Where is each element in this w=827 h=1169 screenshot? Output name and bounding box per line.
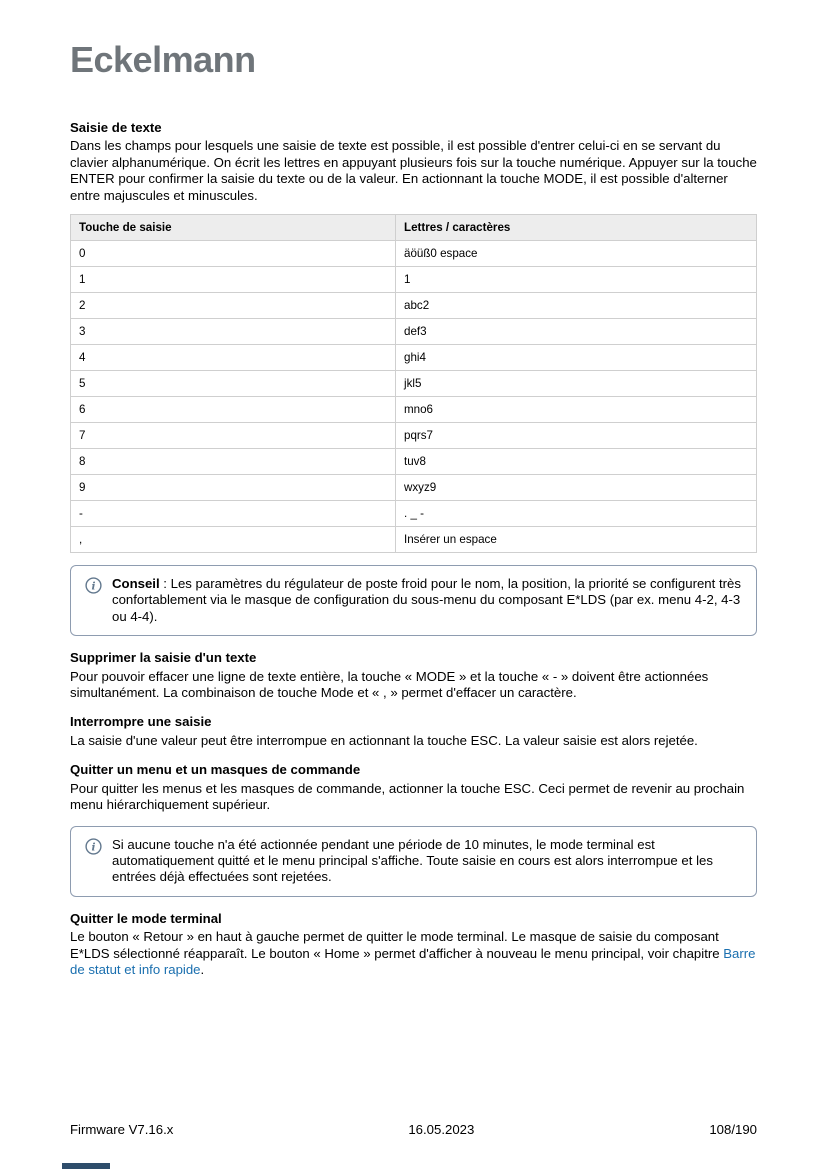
- table-row: [71, 371, 757, 397]
- table-cell-key: 0: [71, 241, 396, 267]
- table-cell-chars: abc2: [396, 293, 757, 319]
- table-cell-chars: tuv8: [396, 449, 757, 475]
- info-box-text: Si aucune touche n'a été actionnée pendant une période de 10 minutes, le mode terminal est automatiquement quitté et le menu principal s'affiche. Toute saisie en cours est alors interrompue et les entrées déjà effectuées sont rejetées.: [112, 836, 713, 885]
- table-cell-key: 1: [71, 267, 396, 293]
- table-cell-chars: Insérer un espace: [396, 527, 757, 553]
- eckelmann-logo: Eckelmann: [70, 39, 256, 80]
- table-row: [71, 293, 757, 319]
- info-box-body: : Les paramètres du régulateur de poste froid pour le nom, la position, la priorité se configurent très confortablement via le masque de configuration du sous-menu du composant E*LDS (par ex. menu 4-2, 4-3 ou 4-4).: [112, 576, 741, 624]
- footer-date: 16.05.2023: [408, 1122, 475, 1137]
- table-cell-chars: jkl5: [396, 371, 757, 397]
- table-cell-key: 6: [71, 397, 396, 423]
- paragraph-quitter-menu: Pour quitter les menus et les masques de commande, actionner la touche ESC. Ceci permet de revenir au prochain menu hiérarchiquement supérieur.: [70, 780, 745, 813]
- table-cell-key: ,: [71, 527, 396, 553]
- table-cell-key: 3: [71, 319, 396, 345]
- table-cell-chars: wxyz9: [396, 475, 757, 501]
- table-cell-key: 4: [71, 345, 396, 371]
- paragraph-interrompre-saisie: La saisie d'une valeur peut être interrompue en actionnant la touche ESC. La valeur saisie est alors rejetée.: [70, 732, 698, 748]
- table-cell-chars: ghi4: [396, 345, 757, 371]
- table-cell-key: 5: [71, 371, 396, 397]
- table-row: [71, 501, 757, 527]
- table-row: [71, 527, 757, 553]
- table-cell-chars: äöüß0 espace: [396, 241, 757, 267]
- info-box-timeout: [70, 826, 757, 897]
- info-box-conseil: [70, 565, 757, 636]
- heading-quitter-menu: Quitter un menu et un masques de commande: [70, 762, 361, 778]
- table-cell-chars: . _ -: [396, 501, 757, 527]
- table-cell-key: 2: [71, 293, 396, 319]
- table-row: [71, 397, 757, 423]
- paragraph-quitter-mode-terminal: [70, 929, 757, 978]
- footer-firmware-version: Firmware V7.16.x: [70, 1122, 174, 1137]
- info-icon: [85, 577, 102, 599]
- svg-text:i: i: [91, 840, 96, 853]
- table-header-chars: Lettres / caractères: [396, 215, 757, 241]
- input-keys-table: [70, 214, 757, 553]
- info-box-label: Conseil: [112, 576, 160, 592]
- paragraph-supprimer-saisie: Pour pouvoir effacer une ligne de texte entière, la touche « MODE » et la touche « - » doivent être actionnées simultanément. La combinaison de touche Mode et « , » permet d'effacer un caractère.: [70, 668, 709, 701]
- table-row: [71, 267, 757, 293]
- table-row: [71, 449, 757, 475]
- heading-quitter-mode-terminal: Quitter le mode terminal: [70, 910, 222, 926]
- table-cell-key: 8: [71, 449, 396, 475]
- table-cell-key: 9: [71, 475, 396, 501]
- table-cell-chars: 1: [396, 267, 757, 293]
- page-edge-artifact: [62, 1163, 110, 1169]
- paragraph-text-after-link: .: [200, 961, 205, 977]
- table-header-key: Touche de saisie: [71, 215, 396, 241]
- footer-page-number: 108/190: [709, 1122, 757, 1137]
- table-row: [71, 475, 757, 501]
- table-row: [71, 241, 757, 267]
- table-header-row: [71, 215, 757, 241]
- table-cell-chars: mno6: [396, 397, 757, 423]
- heading-interrompre-saisie: Interrompre une saisie: [70, 714, 212, 730]
- paragraph-saisie-de-texte: Dans les champs pour lesquels une saisie de texte est possible, il est possible d'entrer celui-ci en se servant du clavier alphanumérique. On écrit les lettres en appuyant plusieurs fois sur la touche numérique. Appuyer sur la touche ENTER pour confirmer la saisie du texte ou de la valeur. En actionnant la touche MODE, il est possible d'alterner entre majuscules et minuscules.: [70, 138, 757, 203]
- table-row: [71, 423, 757, 449]
- table-row: [71, 345, 757, 371]
- info-icon: [85, 838, 102, 860]
- table-row: [71, 319, 757, 345]
- table-cell-key: -: [71, 501, 396, 527]
- page-footer: [70, 1122, 757, 1137]
- svg-text:i: i: [91, 580, 96, 593]
- paragraph-text: Le bouton « Retour » en haut à gauche permet de quitter le mode terminal. Le masque de saisie du composant E*LDS sélectionné réapparaît. Le bouton « Home » permet d'afficher à nouveau le menu principal, voir chapitre: [70, 929, 724, 961]
- table-cell-chars: def3: [396, 319, 757, 345]
- table-cell-key: 7: [71, 423, 396, 449]
- info-box-text: [112, 576, 742, 625]
- heading-supprimer-saisie: Supprimer la saisie d'un texte: [70, 650, 257, 666]
- heading-saisie-de-texte: Saisie de texte: [70, 120, 162, 135]
- table-cell-chars: pqrs7: [396, 423, 757, 449]
- link-barre-de-statut-et-info-rapide[interactable]: Barre de statut et info rapide: [70, 945, 756, 977]
